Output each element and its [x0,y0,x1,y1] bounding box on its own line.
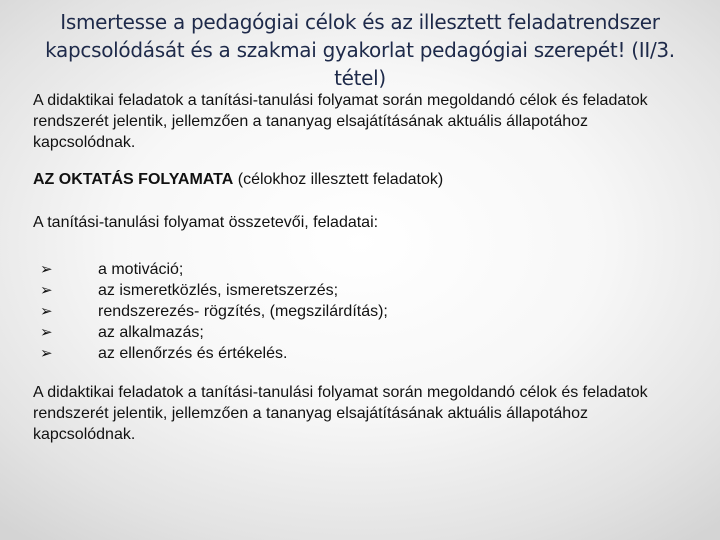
arrowhead-bullet-icon: ➢ [40,261,53,278]
components-intro: A tanítási-tanulási folyamat összetevői, feladatai: [33,214,379,231]
list-item-text: az alkalmazás; [98,324,204,341]
list-item-text: a motiváció; [98,261,184,278]
section-heading-subtitle: (célokhoz illesztett feladatok) [233,171,444,188]
arrowhead-bullet-icon: ➢ [40,345,53,362]
list-item [33,280,693,301]
slide-title [20,8,700,92]
list-item [33,343,693,364]
arrowhead-bullet-icon: ➢ [40,324,53,341]
list-item-text: rendszerezés- rögzítés, (megszilárdítás); [98,303,388,320]
list-item [33,259,693,280]
section-heading-bold: AZ OKTATÁS FOLYAMATA [33,171,234,188]
arrowhead-bullet-icon: ➢ [40,303,53,320]
list-item-text: az ismeretközlés, ismeretszerzés; [98,282,339,299]
list-item [33,301,693,322]
list-item [33,322,693,343]
intro-paragraph: A didaktikai feladatok a tanítási-tanulási folyamat során megoldandó célok és feladatok rendszerét jelentik, jellemzően a tananyag elsajátításának aktuális állapotához kapcsolódnak. [33,92,648,151]
components-list [33,259,693,364]
section-heading [33,169,693,190]
list-item-text: az ellenőrzés és értékelés. [98,345,288,362]
slide-title-line-2: kapcsolódását és a szakmai gyakorlat pedagógiai szerepét! (II/3. [45,38,675,62]
slide-body [33,90,693,445]
closing-paragraph: A didaktikai feladatok a tanítási-tanulási folyamat során megoldandó célok és feladatok rendszerét jelentik, jellemzően a tananyag elsajátításának aktuális állapotához kapcsolódnak. [33,384,648,443]
slide-title-line-1: Ismertesse a pedagógiai célok és az illesztett feladatrendszer [60,10,660,34]
slide-title-line-3: tétel) [334,66,386,90]
arrowhead-bullet-icon: ➢ [40,282,53,299]
